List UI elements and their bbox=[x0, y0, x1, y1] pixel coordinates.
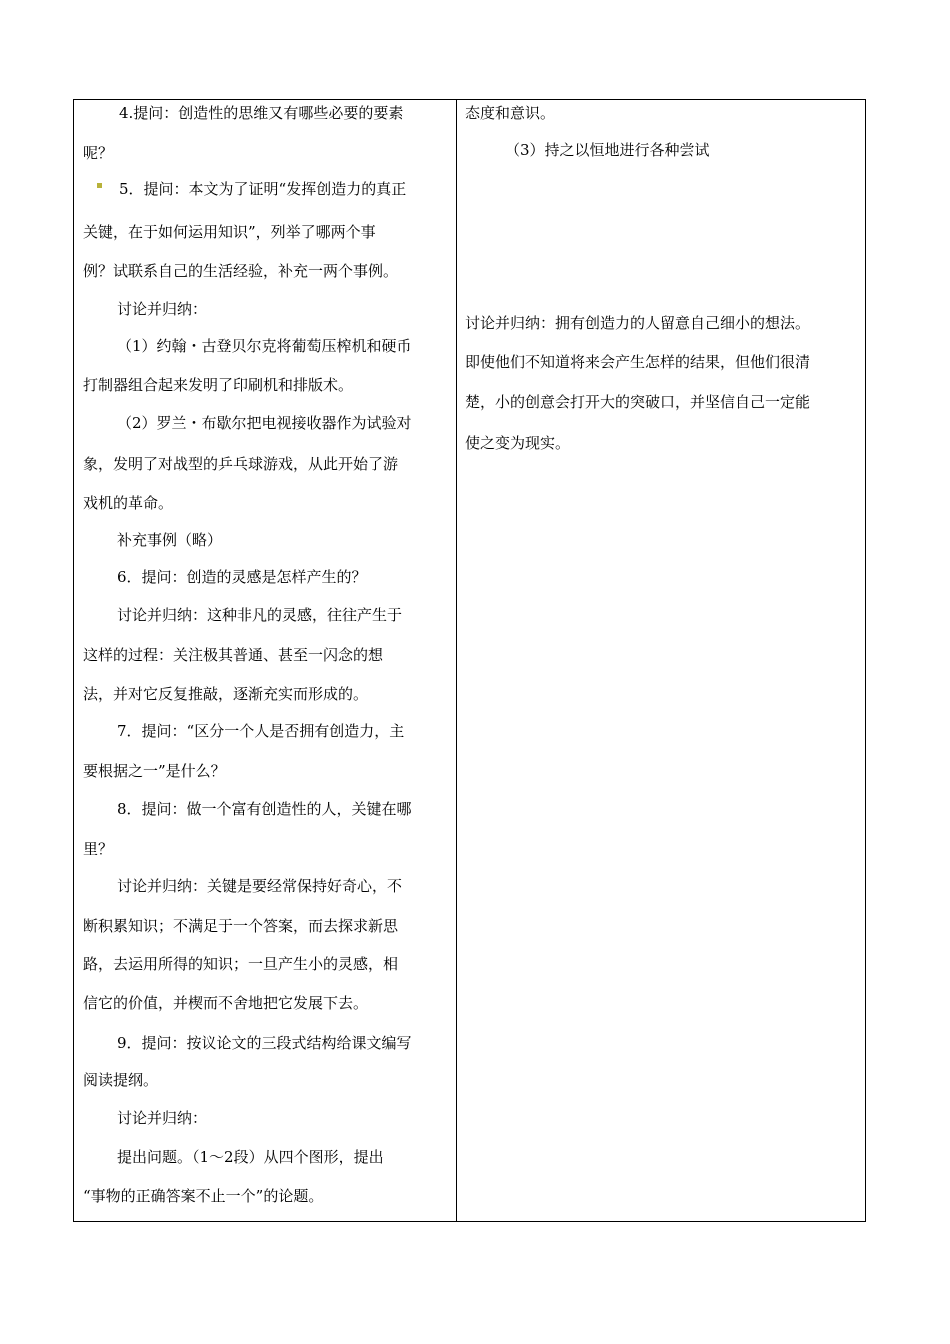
left-line: 要根据之一”是什么？ bbox=[83, 762, 226, 780]
left-line: 讨论并归纳：这种非凡的灵感，往往产生于 bbox=[117, 606, 403, 624]
left-line: 8．提问：做一个富有创造性的人，关键在哪 bbox=[117, 800, 412, 818]
column-divider bbox=[456, 100, 457, 1221]
right-line: （3）持之以恒地进行各种尝试 bbox=[505, 141, 710, 159]
left-line: 信它的价值，并楔而不舍地把它发展下去。 bbox=[83, 994, 369, 1012]
left-line: 这样的过程：关注极其普通、甚至一闪念的想 bbox=[83, 646, 384, 664]
left-line: 6．提问：创造的灵感是怎样产生的？ bbox=[117, 568, 367, 586]
left-line: 提出问题。（1～2段）从四个图形，提出 bbox=[117, 1148, 384, 1166]
right-line: 使之变为现实。 bbox=[465, 434, 571, 452]
left-line: 讨论并归纳： bbox=[117, 300, 208, 318]
left-line: 阅读提纲。 bbox=[83, 1071, 159, 1089]
left-line: （2）罗兰・布歇尔把电视接收器作为试验对 bbox=[117, 414, 412, 432]
left-line: 讨论并归纳：关键是要经常保持好奇心，不 bbox=[117, 877, 403, 895]
left-line: 打制器组合起来发明了印刷机和排版术。 bbox=[83, 376, 354, 394]
left-line: 例？试联系自己的生活经验，补充一两个事例。 bbox=[83, 262, 399, 280]
left-line: 4.提问：创造性的思维又有哪些必要的要素 bbox=[119, 104, 404, 122]
document-table bbox=[73, 99, 866, 1222]
left-line: 断积累知识；不满足于一个答案，而去探求新思 bbox=[83, 917, 399, 935]
left-line: 关键，在于如何运用知识”，列举了哪两个事 bbox=[83, 223, 376, 241]
left-line: 法，并对它反复推敲，逐渐充实而形成的。 bbox=[83, 685, 369, 703]
right-line: 楚，小的创意会打开大的突破口，并坚信自己一定能 bbox=[465, 393, 811, 411]
left-line: “事物的正确答案不止一个”的论题。 bbox=[83, 1187, 324, 1205]
left-line: 里？ bbox=[83, 840, 114, 858]
left-line: 5．提问：本文为了证明“发挥创造力的真正 bbox=[119, 180, 407, 198]
left-line: 讨论并归纳： bbox=[117, 1109, 208, 1127]
left-line: 象，发明了对战型的乒乓球游戏，从此开始了游 bbox=[83, 455, 399, 473]
right-line: 讨论并归纳：拥有创造力的人留意自己细小的想法。 bbox=[465, 314, 811, 332]
left-line: 戏机的革命。 bbox=[83, 494, 174, 512]
left-line: 7．提问：“区分一个人是否拥有创造力，主 bbox=[117, 722, 405, 740]
margin-mark bbox=[97, 183, 102, 188]
left-line: （1）约翰・古登贝尔克将葡萄压榨机和硬币 bbox=[117, 337, 412, 355]
left-line: 9．提问：按议论文的三段式结构给课文编写 bbox=[117, 1034, 412, 1052]
left-line: 呢？ bbox=[83, 144, 114, 162]
left-line: 补充事例（略） bbox=[117, 531, 223, 549]
left-line: 路，去运用所得的知识；一旦产生小的灵感，相 bbox=[83, 955, 399, 973]
right-line: 即使他们不知道将来会产生怎样的结果，但他们很清 bbox=[465, 353, 811, 371]
right-line: 态度和意识。 bbox=[465, 104, 556, 122]
